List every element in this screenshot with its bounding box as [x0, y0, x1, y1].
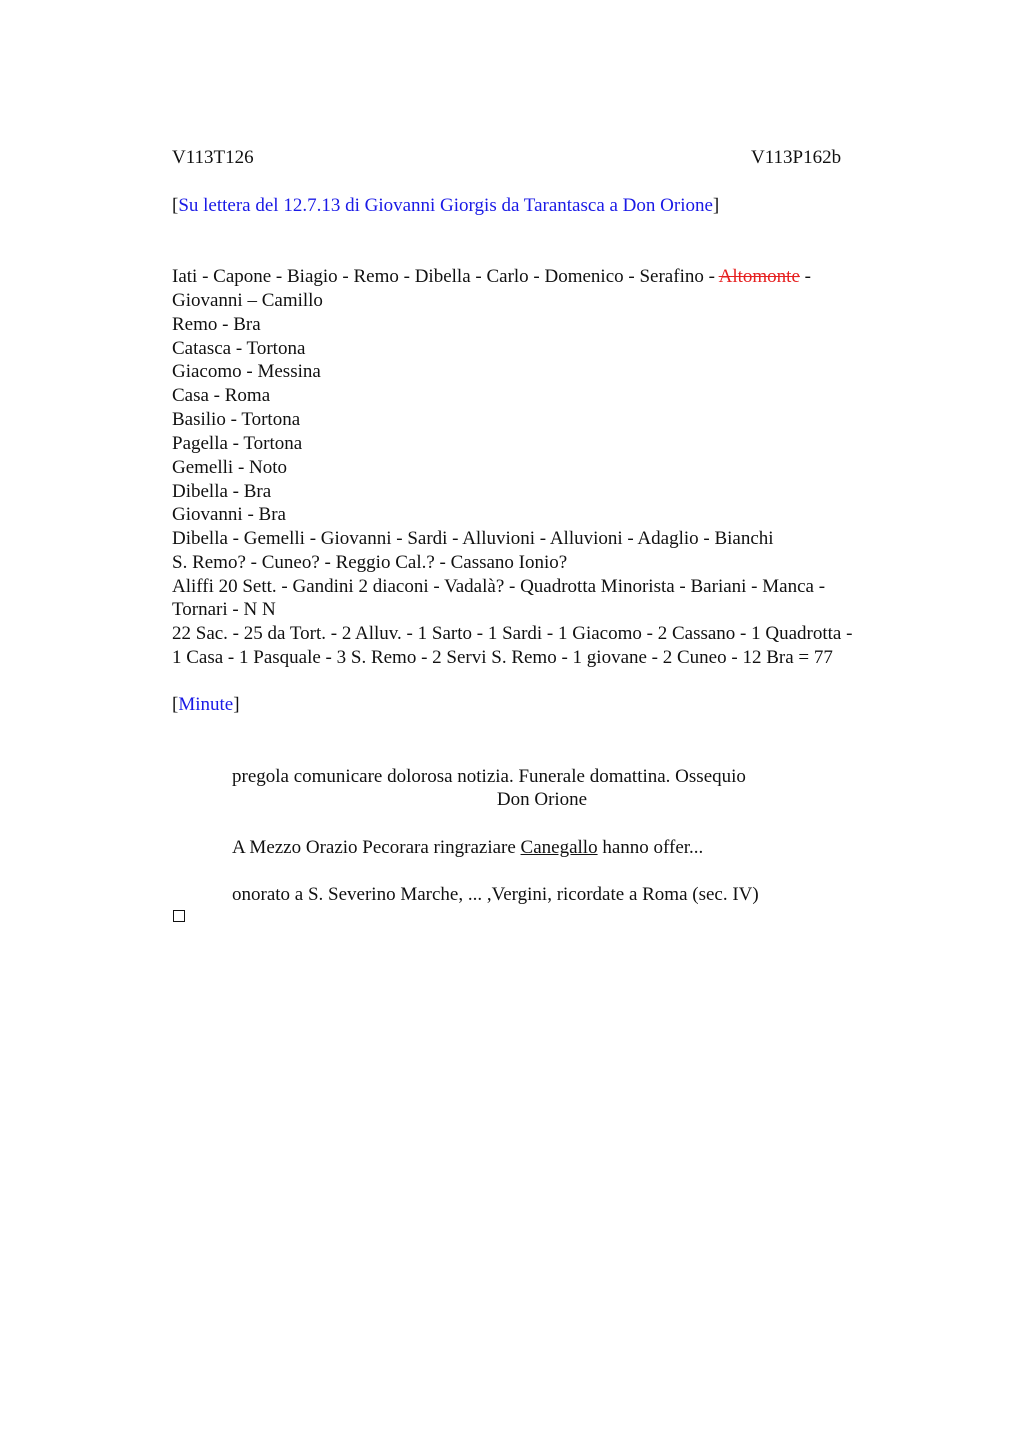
- list-line-1-end: -: [799, 266, 811, 287]
- list-line: Casa - Roma: [172, 385, 271, 406]
- list-line: Tornari - N N: [172, 599, 276, 620]
- signature: Don Orione: [496, 789, 588, 810]
- draft-paragraph-2-start: A Mezzo Orazio Pecorara ringraziare: [232, 837, 521, 858]
- list-line: Remo - Bra: [172, 314, 261, 335]
- list-line: Giovanni - Bra: [172, 504, 286, 525]
- list-line: 1 Casa - 1 Pasquale - 3 S. Remo - 2 Servi S. Remo - 1 giovane - 2 Cuneo - 12 Bra = 77: [172, 647, 833, 668]
- draft-paragraph-1: pregola comunicare dolorosa notizia. Funerale domattina. Ossequio: [232, 766, 746, 787]
- underlined-name: Canegallo: [520, 837, 598, 858]
- bracket-open: [: [172, 195, 179, 216]
- minute-heading-text: Minute: [178, 694, 234, 715]
- draft-paragraph-2-end: hanno offer...: [597, 837, 704, 858]
- list-line: Giacomo - Messina: [172, 361, 321, 382]
- list-line: 22 Sac. - 25 da Tort. - 2 Alluv. - 1 Sarto - 1 Sardi - 1 Giacomo - 2 Cassano - 1 Quadrotta -: [172, 623, 853, 644]
- list-line: Basilio - Tortona: [172, 409, 301, 430]
- list-line: Dibella - Gemelli - Giovanni - Sardi - Alluvioni - Alluvioni - Adaglio - Bianchi: [172, 528, 774, 549]
- checkbox-icon: [173, 910, 185, 922]
- list-line: S. Remo? - Cuneo? - Reggio Cal.? - Cassano Ionio?: [172, 552, 568, 573]
- editorial-note-text: Su lettera del 12.7.13 di Giovanni Giorgis da Tarantasca a Don Orione: [178, 195, 713, 216]
- minute-heading: [172, 693, 240, 717]
- bracket-open: [: [172, 694, 179, 715]
- bracket-close: ]: [233, 694, 240, 715]
- list-line: Aliffi 20 Sett. - Gandini 2 diaconi - Vadalà? - Quadrotta Minorista - Bariani - Manca -: [172, 576, 826, 597]
- list-line: Giovanni – Camillo: [172, 290, 323, 311]
- list-line: Gemelli - Noto: [172, 457, 288, 478]
- list-line-1: [172, 265, 811, 289]
- list-line: Pagella - Tortona: [172, 433, 303, 454]
- list-line-1-start: Iati - Capone - Biagio - Remo - Dibella - Carlo - Domenico - Serafino -: [172, 266, 719, 287]
- list-line: Catasca - Tortona: [172, 338, 306, 359]
- bracket-close: ]: [712, 195, 720, 216]
- list-line: Dibella - Bra: [172, 481, 272, 502]
- draft-paragraph-3: onorato a S. Severino Marche, ... ,Vergini, ricordate a Roma (sec. IV): [232, 884, 759, 905]
- document-code-left: V113T126: [172, 147, 254, 168]
- struck-word: Altomonte: [718, 266, 800, 287]
- draft-paragraph-2: [232, 836, 703, 860]
- document-code-right: V113P162b: [751, 147, 842, 168]
- editorial-note: [172, 194, 719, 218]
